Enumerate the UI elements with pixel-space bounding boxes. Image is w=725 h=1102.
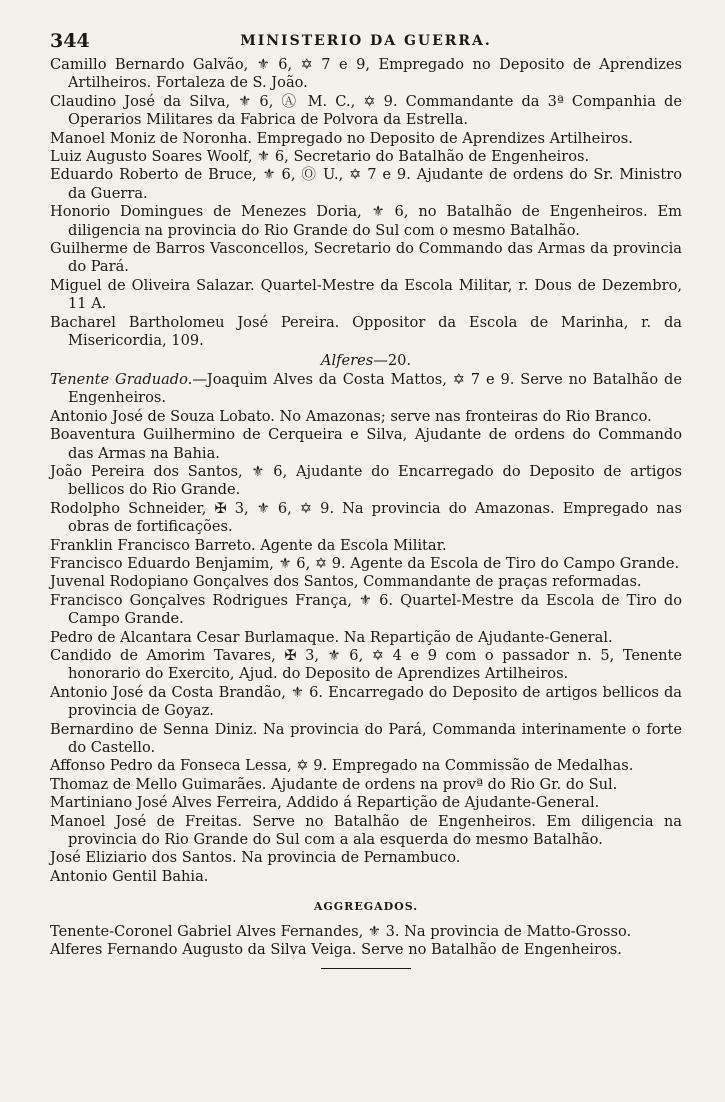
- list-item: Alferes Fernando Augusto da Silva Veiga. Serve no Batalhão de Engenheiros.: [50, 941, 622, 959]
- running-title: MINISTERIO DA GUERRA.: [240, 33, 492, 49]
- list-item: Bacharel Bartholomeu José Pereira. Oppositor da Escola de Marinha, r. da Misericordia, 109.: [50, 313, 682, 350]
- alferes-heading: [50, 352, 682, 370]
- list-item: Antonio Gentil Bahia.: [50, 867, 209, 885]
- list-item: Camillo Bernardo Galvão, ⚜ 6, ✡ 7 e 9, Empregado no Deposito de Aprendizes Artilheiros. Fortaleza de S. João.: [50, 56, 682, 92]
- list-item: [50, 371, 682, 408]
- alferes-heading-label: Alferes: [320, 351, 374, 369]
- list-item: Claudino José da Silva, ⚜ 6, Ⓐ M. C., ✡ 9. Commandante da 3ª Companhia de Operarios Militares da Fabrica de Polvora da Estrella.: [50, 92, 682, 129]
- document-page: [50, 30, 682, 969]
- page-header: [50, 30, 682, 56]
- list-item: Antonio José de Souza Lobato. No Amazonas; serve nas fronteiras do Rio Branco.: [50, 407, 652, 425]
- list-item: Eduardo Roberto de Bruce, ⚜ 6, Ⓞ U., ✡ 7 e 9. Ajudante de ordens do Sr. Ministro da Guerra.: [50, 166, 682, 202]
- list-item: José Eliziario dos Santos. Na provincia de Pernambuco.: [50, 849, 461, 867]
- list-item: Rodolpho Schneider, ✠ 3, ⚜ 6, ✡ 9. Na provincia do Amazonas. Empregado nas obras de fortificações.: [50, 499, 682, 536]
- aggregados-heading: AGGREGADOS.: [313, 900, 419, 914]
- list-item: Francisco Eduardo Benjamim, ⚜ 6, ✡ 9. Agente da Escola de Tiro do Campo Grande.: [50, 554, 680, 572]
- list-item: Manoel José de Freitas. Serve no Batalhão de Engenheiros. Em diligencia na provincia do Rio Grande do Sul com a ala esquerda do mesmo Batalhão.: [50, 812, 682, 849]
- list-item: Antonio José da Costa Brandão, ⚜ 6. Encarregado do Deposito de artigos bellicos da provincia de Goyaz.: [50, 683, 682, 720]
- list-item: Honorio Domingues de Menezes Doria, ⚜ 6, no Batalhão de Engenheiros. Em diligencia na provincia do Rio Grande do Sul com o mesmo Batalhão.: [50, 203, 682, 239]
- list-item: Miguel de Oliveira Salazar. Quartel-Mestre da Escola Militar, r. Dous de Dezembro, 11 A.: [50, 276, 682, 313]
- list-item: Candido de Amorim Tavares, ✠ 3, ⚜ 6, ✡ 4 e 9 com o passador n. 5, Tenente honorario do Exercito, Ajud. do Deposito de Aprendizes Artilheiros.: [50, 647, 682, 683]
- list-item: Francisco Gonçalves Rodrigues França, ⚜ 6. Quartel-Mestre da Escola de Tiro do Campo Grande.: [50, 591, 682, 628]
- alferes-heading-count: —20.: [373, 351, 412, 369]
- list-item: Tenente-Coronel Gabriel Alves Fernandes, ⚜ 3. Na provincia de Matto-Grosso.: [50, 922, 632, 940]
- list-item: Franklin Francisco Barreto. Agente da Escola Militar.: [50, 536, 447, 554]
- closing-rule: [321, 968, 411, 969]
- list-item: Luiz Augusto Soares Woolf, ⚜ 6, Secretario do Batalhão de Engenheiros.: [50, 148, 590, 166]
- list-item: João Pereira dos Santos, ⚜ 6, Ajudante do Encarregado do Deposito de artigos bellicos do Rio Grande.: [50, 462, 682, 499]
- rank-label: Tenente Graduado.: [50, 370, 193, 388]
- entry-text: —Joaquim Alves da Costa Mattos, ✡ 7 e 9. Serve no Batalhão de Engenheiros.: [68, 370, 682, 407]
- page-number: 344: [50, 30, 90, 52]
- list-item: Bernardino de Senna Diniz. Na provincia do Pará, Commanda interinamente o forte do Castello.: [50, 720, 682, 757]
- list-item: Boaventura Guilhermino de Cerqueira e Silva, Ajudante de ordens do Commando das Armas na Bahia.: [50, 426, 682, 462]
- list-item: Pedro de Alcantara Cesar Burlamaque. Na Repartição de Ajudante-General.: [50, 628, 613, 646]
- list-item: Thomaz de Mello Guimarães. Ajudante de ordens na provª do Rio Gr. do Sul.: [50, 775, 618, 793]
- entries-block: [50, 56, 682, 969]
- list-item: Juvenal Rodopiano Gonçalves dos Santos, Commandante de praças reformadas.: [50, 573, 642, 591]
- list-item: Manoel Moniz de Noronha. Empregado no Deposito de Aprendizes Artilheiros.: [50, 129, 633, 147]
- list-item: Affonso Pedro da Fonseca Lessa, ✡ 9. Empregado na Commissão de Medalhas.: [50, 757, 634, 775]
- list-item: Martiniano José Alves Ferreira, Addido á Repartição de Ajudante-General.: [50, 794, 600, 812]
- list-item: Guilherme de Barros Vasconcellos, Secretario do Commando das Armas da provincia do Pará.: [50, 240, 682, 276]
